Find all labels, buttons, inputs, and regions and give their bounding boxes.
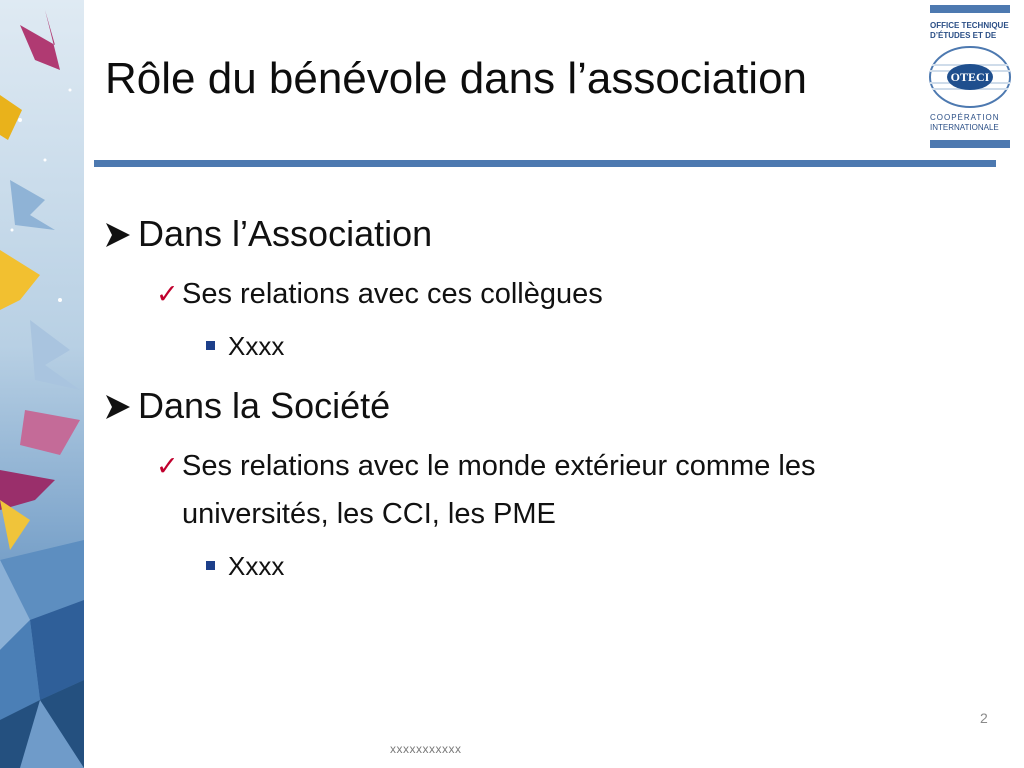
decorative-side-artwork: [0, 0, 84, 768]
logo-bottom-text-2: INTERNATIONALE: [930, 123, 999, 132]
bullet-level1: [104, 210, 432, 258]
bullet-level3: [206, 546, 284, 586]
bullet-text: Dans la Société: [138, 385, 391, 426]
square-bullet-icon: [206, 341, 215, 350]
page-number: 2: [980, 710, 988, 726]
bullet-text: Xxxx: [228, 551, 285, 581]
arrowhead-bullet-icon: [104, 210, 138, 258]
footer-text: xxxxxxxxxxx: [390, 742, 462, 756]
bullet-text: Ses relations avec le monde extérieur comme les universités, les CCI, les PME: [182, 450, 816, 530]
square-bullet-icon: [206, 561, 215, 570]
logo-bottom-text-1: COOPÉRATION: [930, 113, 1000, 122]
checkmark-bullet-icon: ✓: [156, 279, 179, 309]
logo-name: OTECI: [950, 70, 990, 84]
bullet-text: Ses relations avec ces collègues: [182, 278, 603, 310]
title-underline: [94, 160, 996, 167]
checkmark-bullet-icon: ✓: [156, 451, 179, 481]
logo-top-text-2: D’ÉTUDES ET DE: [930, 31, 997, 40]
arrowhead-bullet-icon: [104, 382, 138, 430]
logo-top-text-1: OFFICE TECHNIQUE: [930, 21, 1009, 30]
bullet-text: Dans l’Association: [138, 213, 433, 254]
oteci-logo: [920, 5, 1015, 150]
bullet-level2: [156, 442, 962, 538]
bullet-level1: [104, 382, 390, 430]
bullet-level3: [206, 326, 284, 366]
bullet-level2: [156, 270, 962, 318]
slide-title: Rôle du bénévole dans l’association: [105, 54, 808, 103]
bullet-text: Xxxx: [228, 331, 285, 361]
